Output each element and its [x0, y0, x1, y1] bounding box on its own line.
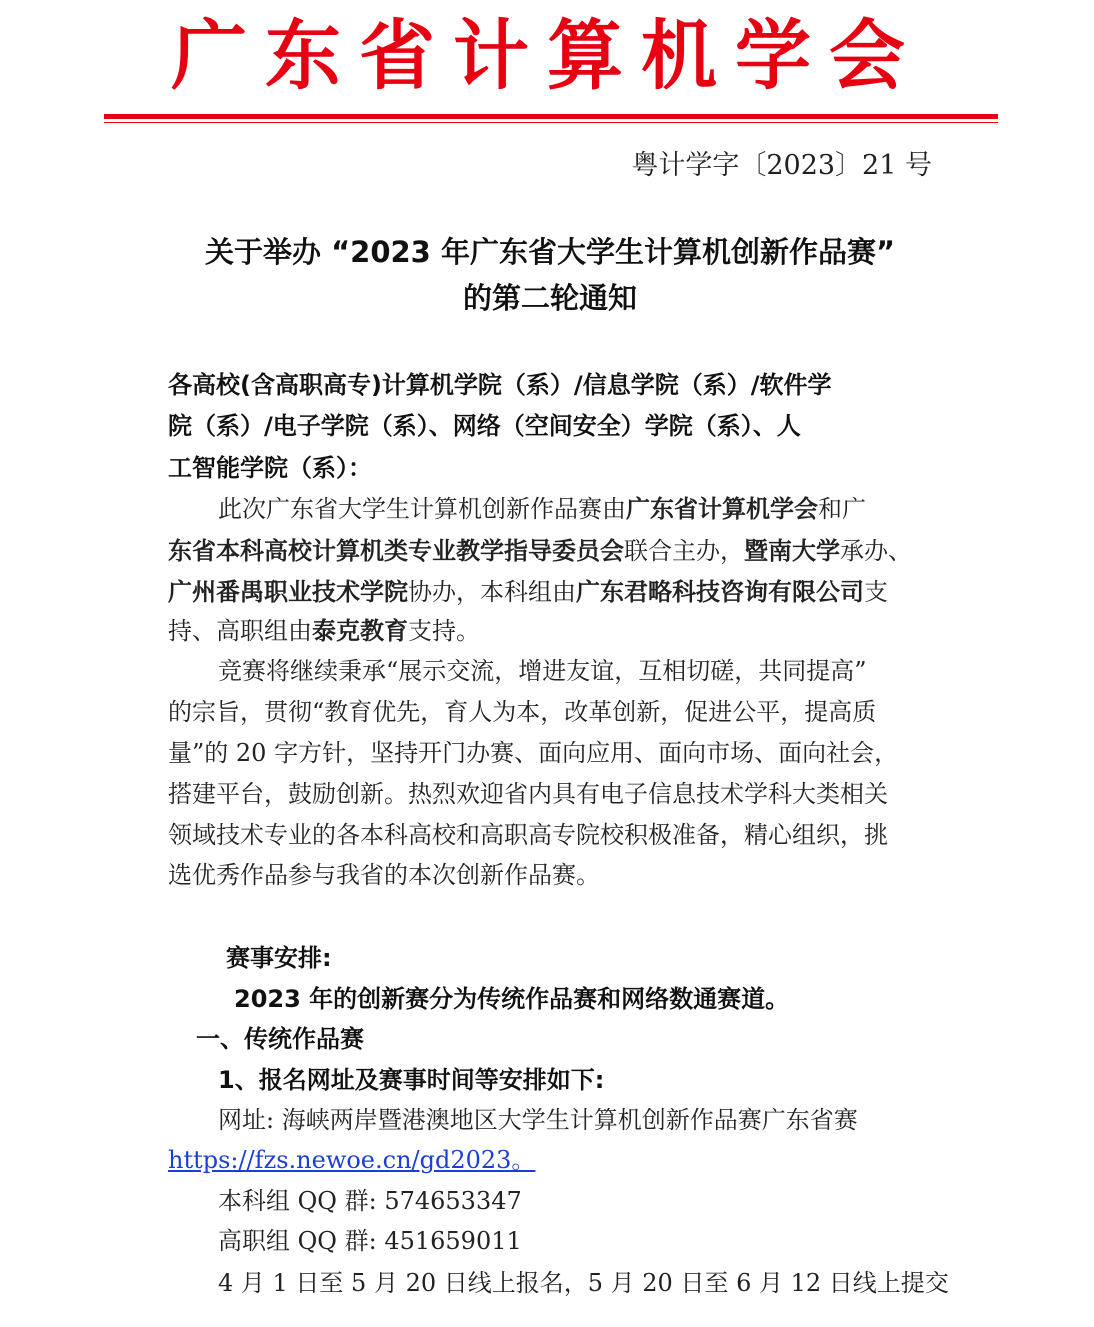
item-registration-heading: 1、报名网址及赛事时间等安排如下: [218, 1066, 605, 1094]
para2-line1: 竞赛将继续秉承“展示交流，增进友谊，互相切磋，共同提高” [218, 657, 867, 685]
notice-title-line1: 关于举办 “2023 年广东省大学生计算机创新作品赛” [204, 235, 896, 269]
website-label: 网址: 海峡两岸暨港澳地区大学生计算机创新作品赛广东省赛 [218, 1106, 858, 1134]
para1-line2: 东省本科高校计算机类专业教学指导委员会联合主办，暨南大学承办、 [168, 537, 912, 565]
salutation-line2: 院（系）/电子学院（系）、网络（空间安全）学院（系）、人 [168, 412, 801, 440]
para2-line6: 选优秀作品参与我省的本次创新作品赛。 [168, 861, 600, 889]
qq-group-undergrad: 本科组 QQ 群: 574653347 [218, 1187, 522, 1215]
website-url-link[interactable]: https://fzs.newoe.cn/gd2023。 [168, 1146, 536, 1174]
section-traditional-works: 一、传统作品赛 [196, 1025, 364, 1053]
para1-line4: 持、高职组由泰克教育支持。 [168, 617, 480, 645]
qq-group-vocational: 高职组 QQ 群: 451659011 [218, 1227, 522, 1255]
salutation-line1: 各高校(含高职高专)计算机学院（系）/信息学院（系）/软件学 [168, 371, 832, 399]
notice-title-line2: 的第二轮通知 [462, 281, 637, 315]
document-number: 粤计学字〔2023〕21 号 [631, 150, 932, 181]
para2-line3: 量”的 20 字方针，坚持开门办赛、面向应用、面向市场、面向社会， [168, 739, 899, 767]
para2-line2: 的宗旨，贯彻“教育优先，育人为本，改革创新，促进公平，提高质 [168, 698, 877, 726]
letterhead-rule-thin [104, 122, 998, 123]
para2-line4: 搭建平台，鼓励创新。热烈欢迎省内具有电子信息技术学科大类相关 [168, 780, 888, 808]
salutation-line3: 工智能学院（系）： [168, 454, 372, 482]
org-letterhead-title: 广东省计算机学会 [171, 11, 923, 100]
para1-line3: 广州番禺职业技术学院协办，本科组由广东君略科技咨询有限公司支 [168, 578, 888, 606]
para1-line1: 此次广东省大学生计算机创新作品赛由广东省计算机学会和广 [218, 495, 866, 523]
schedule-heading: 赛事安排: [226, 944, 332, 972]
schedule-dates: 4 月 1 日至 5 月 20 日线上报名，5 月 20 日至 6 月 12 日线上提交 [218, 1269, 949, 1297]
website-url-row [168, 1141, 938, 1179]
schedule-intro: 2023 年的创新赛分为传统作品赛和网络数通赛道。 [234, 985, 790, 1013]
letterhead-rule-thick [104, 114, 998, 119]
para2-line5: 领域技术专业的各本科高校和高职高专院校积极准备，精心组织，挑 [168, 821, 888, 849]
